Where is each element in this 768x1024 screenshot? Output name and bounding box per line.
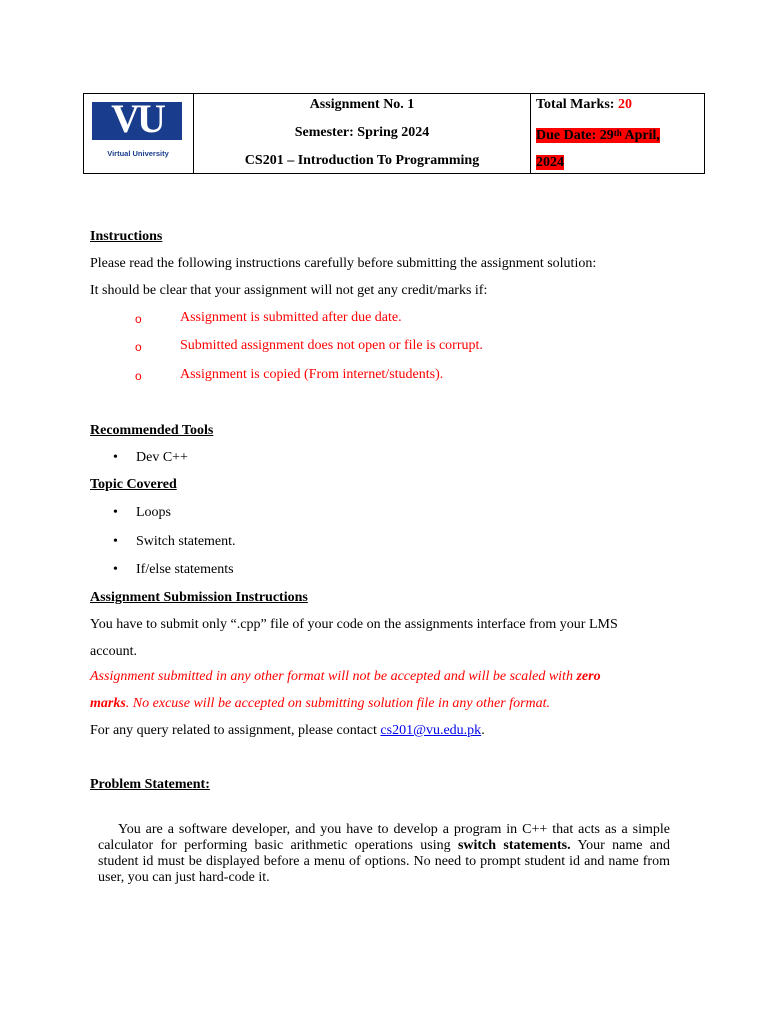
bullet-symbol: o — [135, 312, 142, 326]
vu-logo-text: VU — [111, 96, 163, 141]
topic-item: If/else statements — [136, 562, 234, 577]
semester: Semester: Spring 2024 — [294, 125, 430, 140]
bullet-symbol: o — [135, 340, 142, 354]
logo-cell — [84, 94, 194, 173]
query-text: For any query related to assignment, please contact — [90, 723, 381, 738]
bullet-dot: • — [113, 562, 118, 577]
instruction-item: Assignment is copied (From internet/students). — [180, 367, 444, 382]
contact-email-link[interactable]: cs201@vu.edu.pk — [380, 723, 482, 738]
problem-heading: Problem Statement: — [90, 777, 210, 792]
assignment-number: Assignment No. 1 — [309, 97, 415, 112]
assignment-info-cell — [194, 94, 531, 173]
vu-logo-subtitle: Virtual University — [107, 149, 169, 158]
due-date — [536, 122, 704, 149]
assignment-header-table — [83, 93, 705, 174]
submission-heading: Assignment Submission Instructions — [90, 590, 308, 605]
problem-text — [98, 822, 670, 886]
submission-warning-1 — [90, 669, 601, 685]
due-date-year-line — [536, 149, 704, 176]
bullet-dot: • — [113, 450, 118, 465]
problem-text-b: Your name and student id must be displayed before a menu of options. No need to prompt student id and name from user, you can just hard-code it. — [98, 838, 670, 885]
problem-text-bold: switch statements. — [457, 838, 571, 853]
marks-due-cell — [531, 94, 704, 173]
query-end: . — [481, 723, 485, 738]
instruction-item: Assignment is submitted after due date. — [180, 310, 402, 325]
total-marks — [536, 94, 704, 122]
submission-line-1: You have to submit only “.cpp” file of your code on the assignments interface from your LMS — [90, 617, 618, 632]
due-date-suffix: April, — [621, 128, 660, 143]
course-title: CS201 – Introduction To Programming — [244, 153, 480, 168]
topics-heading: Topic Covered — [90, 477, 177, 492]
instruction-item: Submitted assignment does not open or file is corrupt. — [180, 338, 483, 353]
tool-item: Dev C++ — [136, 450, 188, 465]
warning-text: . No excuse will be accepted on submitting solution file in any other format. — [125, 696, 551, 711]
due-date-year: 2024 — [536, 155, 564, 170]
query-line — [90, 723, 485, 739]
warning-marks: marks — [90, 696, 126, 711]
bullet-dot: • — [113, 505, 118, 520]
submission-warning-2 — [90, 696, 550, 712]
bullet-dot: • — [113, 534, 118, 549]
problem-text-a: You are a software developer, and you have to develop a program in C++ that acts as a simple calculator for performing basic arithmetic operations using — [98, 822, 670, 853]
due-date-sup: th — [613, 128, 622, 138]
topic-item: Switch statement. — [136, 534, 236, 549]
topic-item: Loops — [136, 505, 171, 520]
tools-heading: Recommended Tools — [90, 423, 214, 438]
instructions-heading: Instructions — [90, 229, 163, 244]
total-marks-value: 20 — [617, 97, 632, 112]
instructions-line-1: Please read the following instructions carefully before submitting the assignment solution: — [90, 256, 597, 271]
warning-text: Assignment submitted in any other format will not be accepted and will be scaled with — [90, 669, 577, 684]
bullet-symbol: o — [135, 369, 142, 383]
due-date-prefix: Due Date: 29 — [536, 128, 614, 143]
warning-zero: zero — [576, 669, 601, 684]
total-marks-label: Total Marks: — [536, 97, 618, 112]
submission-line-1b: account. — [90, 644, 138, 659]
instructions-line-2: It should be clear that your assignment will not get any credit/marks if: — [90, 283, 488, 298]
